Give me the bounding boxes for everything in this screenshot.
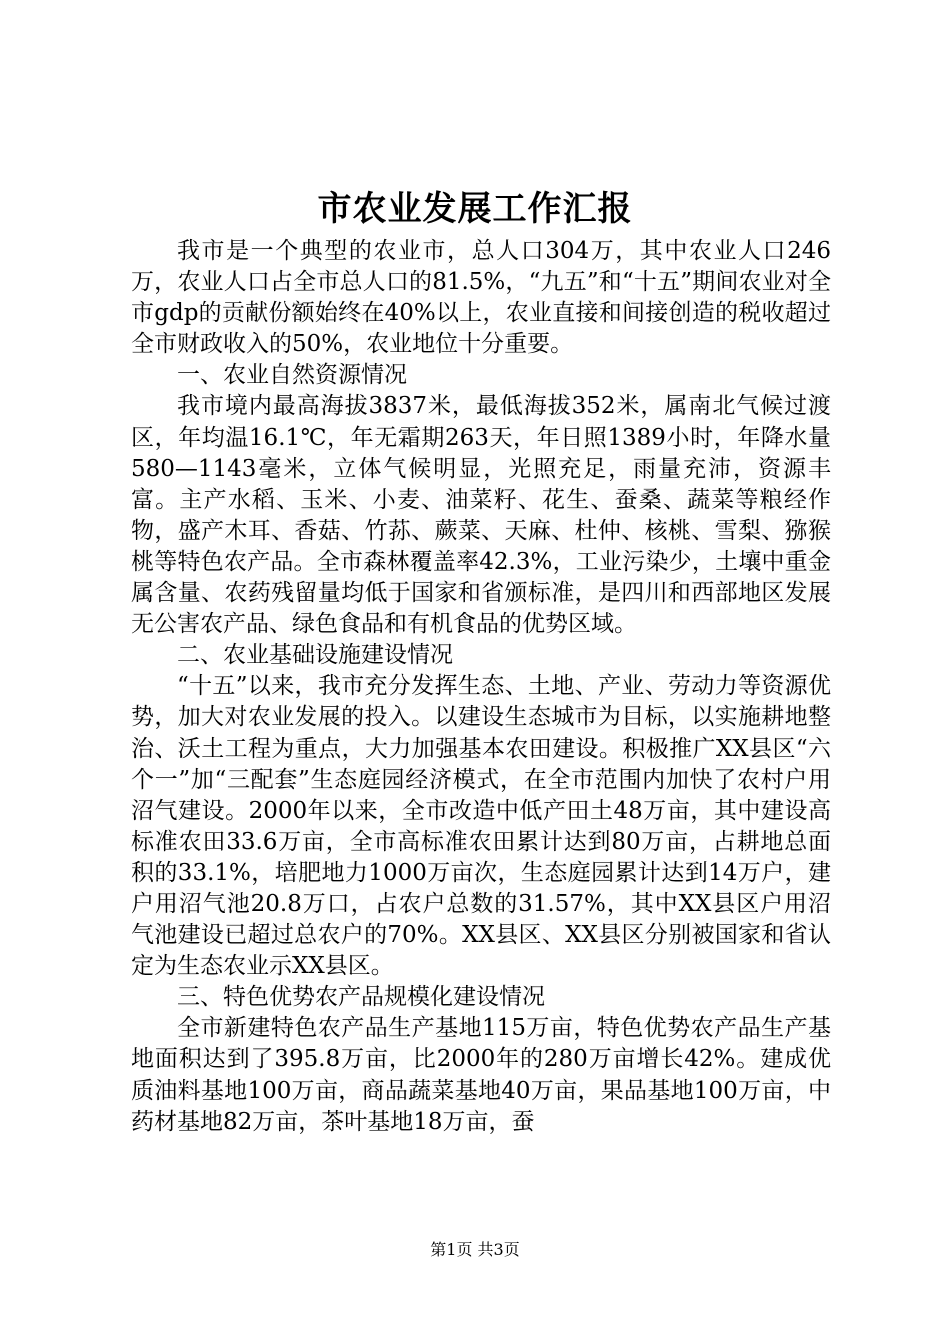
section-heading-natural-resources: 一、农业自然资源情况 (177, 362, 407, 389)
page-footer: 第1页 共3页 (430, 1240, 520, 1259)
paragraph-infrastructure: “十五”以来，我市充分发挥生态、土地、产业、劳动力等资源优势，加大对农业发展的投入。以建设生态城市为目标，以实施耕地整治、沃土工程为重点，大力加强基本农田建设。积极推广XX县区“六个一”加“三配套”生态庭园经济模式，在全市范围内加快了农村户用沼气建设。2000年以来，全市改造中低产田土48万亩，其中建设高标准农田33.6万亩，全市高标准农田累计达到80万亩，占耕地总面积的33.1%，培肥地力1000万亩次，生态庭园累计达到14万户，建户用沼气池20.8万口，占农户总数的31.57%，其中XX县区户用沼气池建设已超过总农户的70%。XX县区、XX县区分别被国家和省认定为生态农业示XX县区。 (131, 673, 831, 980)
paragraph-specialty-products: 全市新建特色农产品生产基地115万亩，特色优势农产品生产基地面积达到了395.8万亩，比2000年的280万亩增长42%。建成优质油料基地100万亩，商品蔬菜基地40万亩，果品基地100万亩，中药材基地82万亩，茶叶基地18万亩，蚕 (131, 1015, 831, 1135)
document-title: 市农业发展工作汇报 (317, 189, 633, 229)
document-body (131, 236, 831, 1138)
section-heading-infrastructure: 二、农业基础设施建设情况 (177, 642, 453, 669)
paragraph-intro: 我市是一个典型的农业市，总人口304万，其中农业人口246万，农业人口占全市总人口的81.5%，“九五”和“十五”期间农业对全市gdp的贡献份额始终在40%以上，农业直接和间接创造的税收超过全市财政收入的50%，农业地位十分重要。 (131, 238, 831, 358)
paragraph-natural-resources: 我市境内最高海拔3837米，最低海拔352米，属南北气候过渡区，年均温16.1℃，年无霜期263天，年日照1389小时，年降水量580—1143毫米，立体气候明显，光照充足，雨量充沛，资源丰富。主产水稻、玉米、小麦、油菜籽、花生、蚕桑、蔬菜等粮经作物，盛产木耳、香菇、竹荪、蕨菜、天麻、杜仲、核桃、雪梨、猕猴桃等特色农产品。全市森林覆盖率42.3%，工业污染少，土壤中重金属含量、农药残留量均低于国家和省颁标准，是四川和西部地区发展无公害农产品、绿色食品和有机食品的优势区域。 (131, 393, 831, 638)
section-heading-specialty-products: 三、特色优势农产品规模化建设情况 (177, 984, 545, 1011)
